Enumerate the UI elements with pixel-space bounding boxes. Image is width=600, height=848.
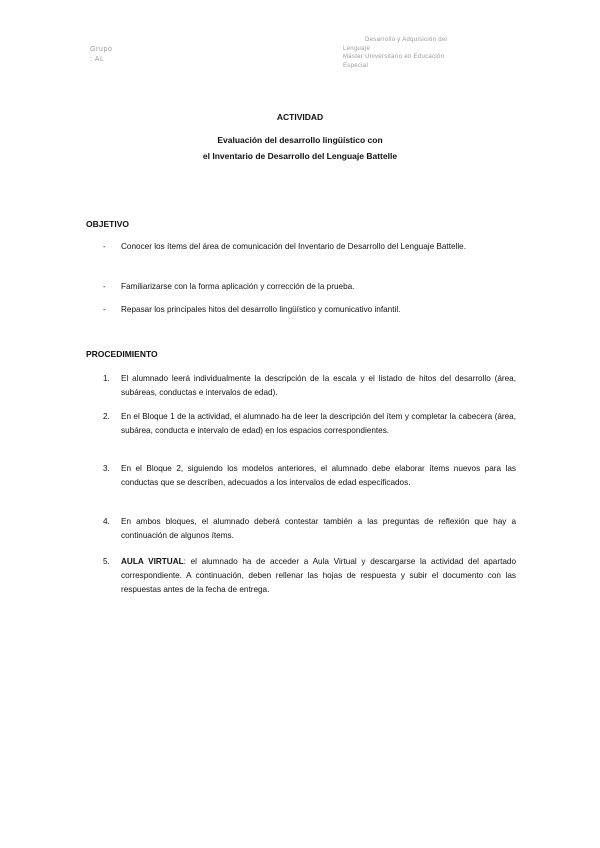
header-left-line: : AL	[90, 56, 105, 63]
item-body: En el Bloque 2, siguiendo los modelos anteriores, el alumnado debe elaborar ítems nuevos para las conductas que se describen, adecuados a los intervalos de edad especificados.	[121, 464, 516, 487]
header-right-line: Lenguaje	[343, 45, 371, 52]
objetivo-item-text: Familiarizarse con la forma aplicación y corrección de la prueba.	[121, 282, 355, 291]
objetivo-list-item	[103, 239, 518, 255]
procedimiento-item-text	[121, 410, 516, 438]
bullet-dash: -	[103, 242, 106, 251]
item-number: 2.	[103, 412, 110, 421]
objetivo-list-item	[103, 302, 518, 318]
header-right-line: Especial	[343, 62, 369, 69]
item-number: 3.	[103, 464, 110, 473]
aula-virtual-label: AULA VIRTUAL	[121, 557, 184, 566]
procedimiento-list-item	[103, 555, 516, 596]
procedimiento-list-item	[103, 515, 516, 543]
procedimiento-list-item	[103, 462, 516, 490]
objetivo-item-text: Conocer los ítems del área de comunicación del Inventario de Desarrollo del Lenguaje Battelle.	[121, 242, 466, 251]
item-body: : el alumnado ha de acceder a Aula Virtual y descargarse la actividad del apartado correspondiente. A continuación, deben rellenar las hojas de respuesta y subir el documento con las respuestas antes de la fecha de entrega.	[121, 557, 517, 594]
activity-heading: ACTIVIDAD	[276, 112, 324, 122]
document-title-line-1: Evaluación del desarrollo lingüístico con	[217, 135, 383, 145]
bullet-dash: -	[103, 282, 106, 291]
item-number: 1.	[103, 374, 110, 383]
procedimiento-item-text	[121, 462, 516, 490]
header-right-line: Desarrollo y Adquisición del	[365, 37, 448, 43]
procedimiento-list-item	[103, 372, 516, 400]
procedimiento-list-item	[103, 410, 516, 438]
bullet-dash: -	[103, 305, 106, 314]
header-left-line: Grupo	[90, 46, 113, 53]
objetivo-heading: OBJETIVO	[86, 219, 129, 229]
item-body: En ambos bloques, el alumnado deberá contestar también a las preguntas de reflexión que hay a continuación de algunos ítems.	[121, 517, 516, 540]
objetivo-item-text: Repasar los principales hitos del desarrollo lingüístico y comunicativo infantil.	[121, 305, 401, 314]
header-course-info	[343, 36, 503, 70]
item-number: 5.	[103, 557, 110, 566]
objetivo-list-item	[103, 279, 518, 295]
procedimiento-item-text	[121, 372, 516, 400]
header-group-label	[90, 45, 112, 65]
procedimiento-heading: PROCEDIMIENTO	[86, 349, 158, 359]
item-body: En el Bloque 1 de la actividad, el alumnado ha de leer la descripción del ítem y completar la cabecera (área, subárea, conducta e intervalo de edad) en los espacios correspondientes.	[121, 412, 516, 435]
item-body: El alumnado leerá individualmente la descripción de la escala y el listado de hitos del desarrollo (área, subáreas, conductas e intervalos de edad).	[121, 374, 516, 397]
item-number: 4.	[103, 517, 110, 526]
header-right-line: Máster Universitario en Educación	[343, 54, 445, 60]
procedimiento-item-text	[121, 555, 516, 596]
procedimiento-item-text	[121, 515, 516, 543]
document-title-line-2: el Inventario de Desarrollo del Lenguaje Battelle	[202, 151, 398, 161]
